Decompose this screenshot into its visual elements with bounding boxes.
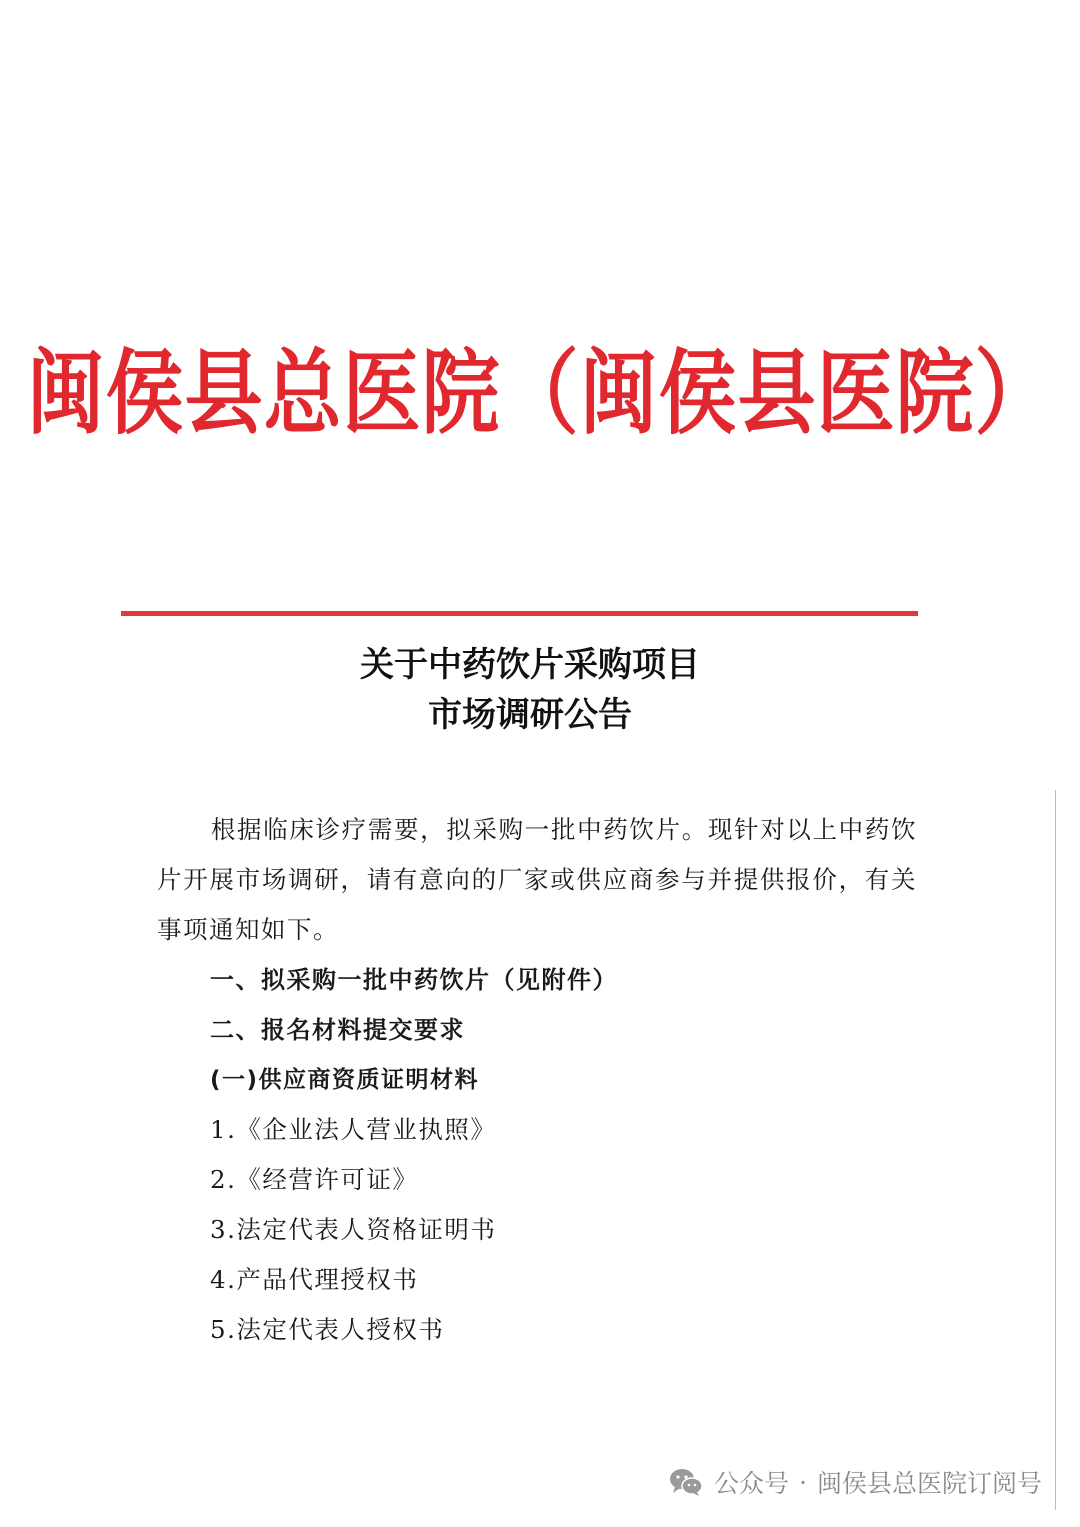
section-heading-2: 二、报名材料提交要求 (210, 1016, 465, 1044)
list-item-text: 产品代理授权书 (236, 1265, 419, 1294)
list-item-text: 法定代表人授权书 (236, 1315, 445, 1344)
list-item-number: 1. (210, 1115, 237, 1144)
document-title-line2: 市场调研公告 (428, 695, 632, 735)
subsection-heading-1: (一)供应商资质证明材料 (210, 1067, 480, 1093)
list-item (157, 1155, 917, 1205)
letterhead-org-name: 闽侯县总医院（闽侯县医院） (26, 340, 1054, 448)
document-body (157, 805, 917, 1355)
watermark-account-name: 闽侯县总医院订阅号 (816, 1469, 1042, 1498)
wechat-icon (668, 1467, 704, 1497)
list-item (157, 1205, 917, 1255)
list-item-number: 2. (210, 1165, 237, 1194)
list-item (157, 1105, 917, 1155)
watermark-separator: · (799, 1467, 807, 1497)
list-item-text: 法定代表人资格证明书 (236, 1215, 497, 1244)
list-item-text: 《企业法人营业执照》 (236, 1115, 497, 1144)
intro-paragraph: 根据临床诊疗需要，拟采购一批中药饮片。现针对以上中药饮片开展市场调研，请有意向的厂家或供应商参与并提供报价，有关事项通知如下。 (157, 815, 917, 944)
document-title (0, 640, 1060, 740)
section-heading-1: 一、拟采购一批中药饮片（见附件） (210, 966, 618, 994)
list-item-number: 5. (210, 1315, 237, 1344)
list-item-number: 4. (210, 1265, 237, 1294)
list-item (157, 1255, 917, 1305)
list-item-text: 《经营许可证》 (236, 1165, 419, 1194)
list-item (157, 1305, 917, 1355)
scan-edge-line (1055, 790, 1056, 1510)
document-title-line1: 关于中药饮片采购项目 (360, 645, 700, 685)
letterhead-red-rule (121, 611, 918, 616)
watermark-label: 公众号 (714, 1469, 790, 1498)
list-item-number: 3. (210, 1215, 237, 1244)
wechat-account-watermark (668, 1462, 1042, 1502)
